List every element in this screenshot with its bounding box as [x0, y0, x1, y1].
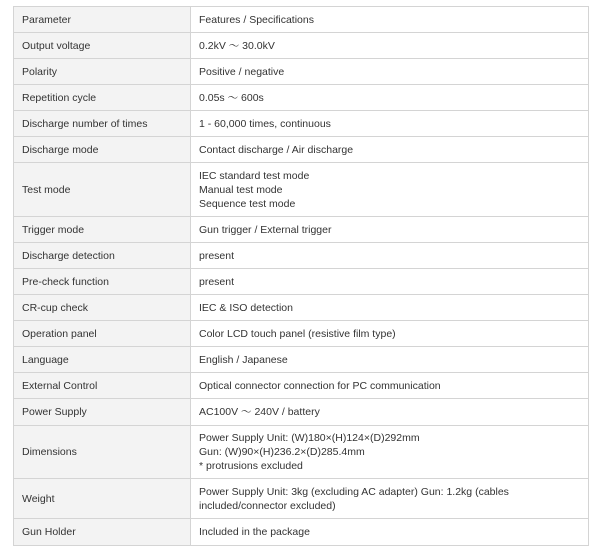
row-label: External Control: [14, 373, 191, 399]
table-row: [14, 85, 589, 111]
value-line: 0.2kV ～ 30.0kV: [199, 39, 275, 52]
value-line: Gun: (W)90×(H)236.2×(D)285.4mm: [199, 446, 365, 458]
value-line: AC100V ～ 240V / battery: [199, 406, 320, 418]
row-label: Dimensions: [14, 426, 191, 479]
table-header-row: [14, 7, 589, 33]
table-row: [14, 519, 589, 546]
row-label: Pre-check function: [14, 269, 191, 295]
row-value: [191, 519, 589, 546]
table-row: [14, 373, 589, 399]
table-row: [14, 479, 589, 519]
row-value: [191, 426, 589, 479]
row-value: [191, 479, 589, 519]
value-line: Optical connector connection for PC communication: [199, 379, 441, 392]
row-value: [191, 321, 589, 347]
spec-table: [13, 6, 589, 546]
value-line: 1 - 60,000 times, continuous: [199, 117, 331, 130]
table-row: [14, 111, 589, 137]
header-specifications: Features / Specifications: [191, 7, 589, 33]
table-row: [14, 33, 589, 59]
table-row: [14, 347, 589, 373]
row-value: [191, 399, 589, 426]
table-row: [14, 137, 589, 163]
row-label: Language: [14, 347, 191, 373]
value-line: 0.05s ～ 600s: [199, 91, 264, 104]
row-value: [191, 347, 589, 373]
row-value: [191, 243, 589, 269]
row-label: Power Supply: [14, 399, 191, 426]
value-line: Contact discharge / Air discharge: [199, 143, 354, 156]
table-row: [14, 295, 589, 321]
row-label: Discharge detection: [14, 243, 191, 269]
table-row: [14, 426, 589, 479]
table-row: [14, 399, 589, 426]
table-row: [14, 269, 589, 295]
row-value: [191, 373, 589, 399]
row-value: [191, 269, 589, 295]
value-line: Power Supply Unit: 3kg (excluding AC adapter) Gun: 1.2kg (cables included/connector excluded): [199, 485, 509, 512]
row-label: Operation panel: [14, 321, 191, 347]
value-line: English / Japanese: [199, 353, 288, 366]
row-label: Polarity: [14, 59, 191, 85]
row-value: [191, 85, 589, 111]
header-parameter: Parameter: [14, 7, 191, 33]
row-value: [191, 137, 589, 163]
value-line: Power Supply Unit: (W)180×(H)124×(D)292mm: [199, 432, 420, 444]
value-line: present: [199, 249, 235, 262]
row-label: Discharge number of times: [14, 111, 191, 137]
spec-table-container: [13, 6, 589, 546]
row-label: Output voltage: [14, 33, 191, 59]
row-value: [191, 295, 589, 321]
value-line: Sequence test mode: [199, 197, 296, 210]
value-line: Positive / negative: [199, 65, 285, 78]
row-label: Weight: [14, 479, 191, 519]
row-label: Test mode: [14, 163, 191, 217]
row-label: Repetition cycle: [14, 85, 191, 111]
row-label: Discharge mode: [14, 137, 191, 163]
row-label: CR-cup check: [14, 295, 191, 321]
row-value: [191, 111, 589, 137]
value-line: IEC & ISO detection: [199, 301, 293, 314]
table-row: [14, 163, 589, 217]
table-row: [14, 321, 589, 347]
row-value: [191, 163, 589, 217]
value-line: Manual test mode: [199, 183, 283, 196]
table-row: [14, 243, 589, 269]
row-value: [191, 33, 589, 59]
row-value: [191, 59, 589, 85]
value-line: Gun trigger / External trigger: [199, 223, 332, 236]
value-line: Color LCD touch panel (resistive film type): [199, 327, 396, 340]
row-label: Trigger mode: [14, 217, 191, 243]
row-label: Gun Holder: [14, 519, 191, 546]
row-value: [191, 217, 589, 243]
value-line: IEC standard test mode: [199, 169, 310, 182]
table-row: [14, 59, 589, 85]
value-line: present: [199, 275, 235, 288]
value-line: Included in the package: [199, 526, 310, 538]
value-line: * protrusions excluded: [199, 460, 303, 472]
table-row: [14, 217, 589, 243]
